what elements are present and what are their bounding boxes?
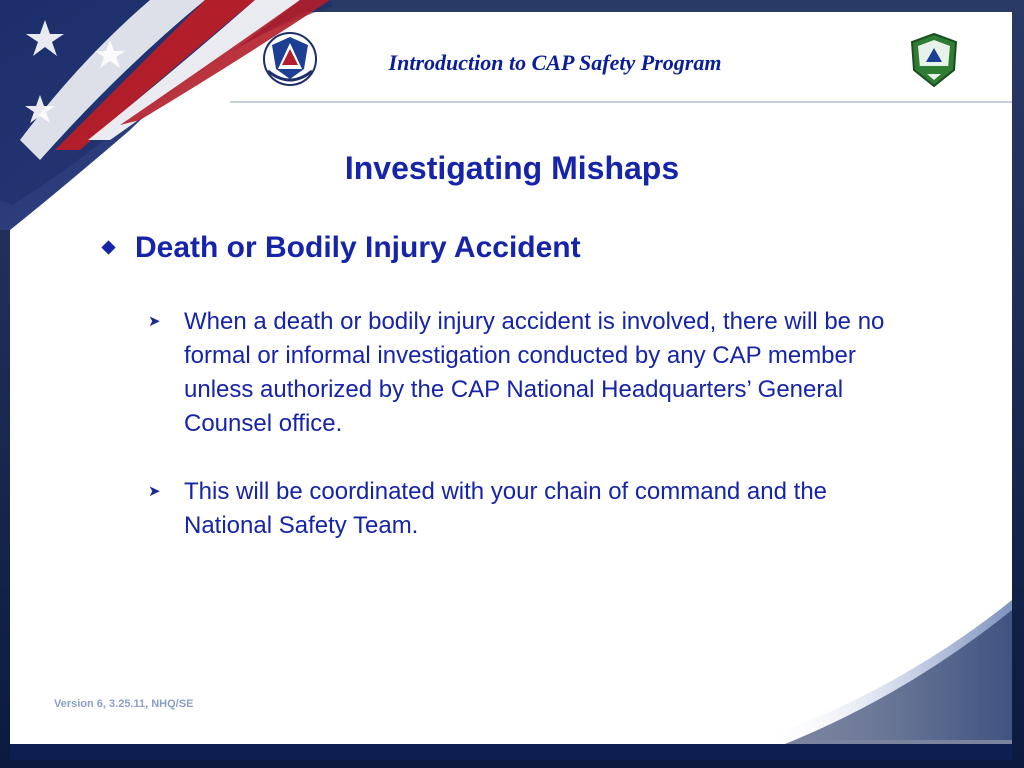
bullet-item [100, 228, 920, 268]
arrow-bullet-icon: ➤ [148, 483, 161, 500]
subbullet-item [148, 475, 908, 543]
arrow-bullet-icon: ➤ [148, 313, 161, 330]
safety-shield-icon [910, 32, 958, 88]
slide-title: Investigating Mishaps [344, 150, 680, 186]
cap-emblem-icon [262, 31, 318, 87]
subbullet-text: When a death or bodily injury accident is involved, there will be no formal or informal investigation conducted by any CAP member unless authorized by the CAP National Headquarters’ General Counsel office. [184, 308, 885, 437]
header-title: Introduction to CAP Safety Program [388, 50, 722, 75]
subbullet-text: This will be coordinated with your chain of command and the National Safety Team. [184, 478, 828, 539]
subbullet-item [148, 305, 908, 441]
bullet-text: Death or Bodily Injury Accident [135, 231, 581, 264]
footer-version: Version 6, 3.25.11, NHQ/SE [54, 698, 194, 710]
diamond-bullet-icon [101, 240, 115, 254]
